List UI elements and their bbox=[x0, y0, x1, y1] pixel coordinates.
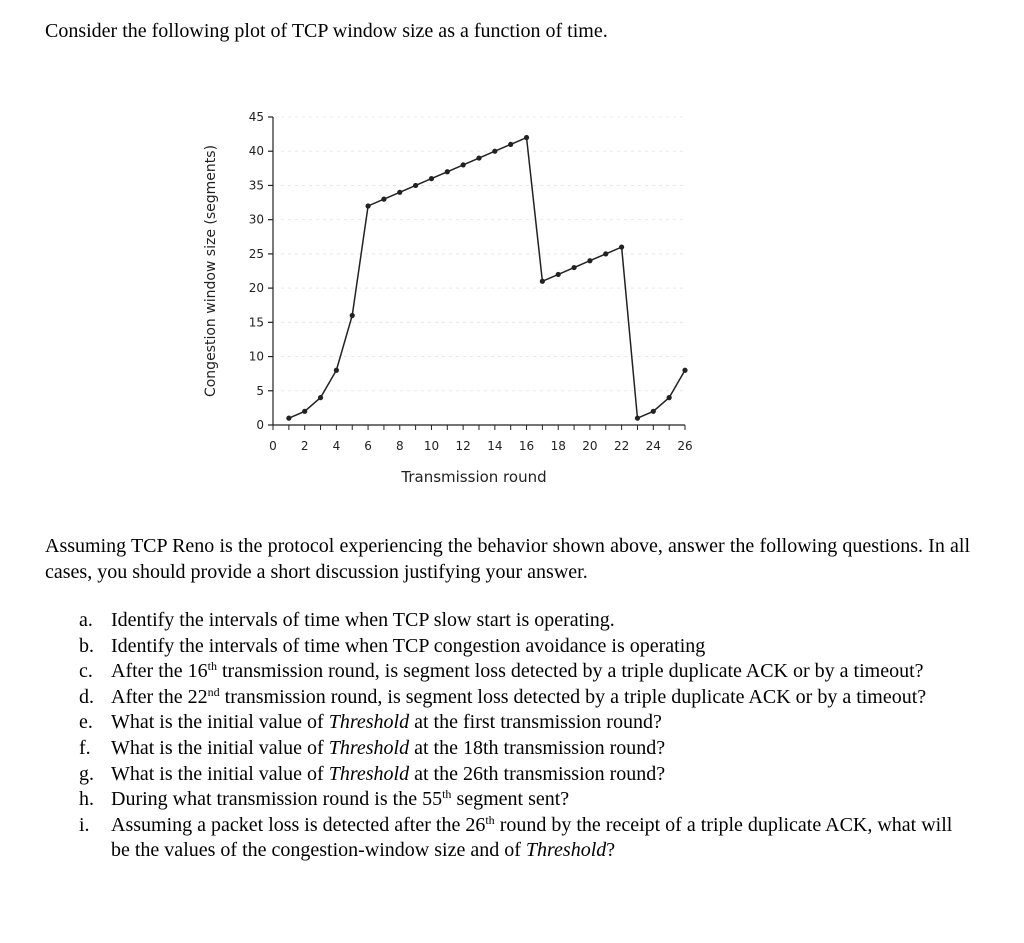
question-marker: h. bbox=[79, 788, 94, 811]
question-list bbox=[0, 608, 975, 864]
question-text: After the 22nd transmission round, is segment loss detected by a triple duplicate ACK or by a timeout? bbox=[111, 684, 927, 708]
x-tick-label: 6 bbox=[364, 439, 372, 453]
question-marker: b. bbox=[79, 634, 94, 657]
data-point bbox=[540, 279, 545, 284]
question-marker: g. bbox=[79, 762, 94, 785]
data-point bbox=[667, 395, 672, 400]
x-tick-label: 20 bbox=[582, 439, 598, 453]
data-point bbox=[651, 409, 656, 414]
question-i bbox=[0, 813, 975, 864]
question-g bbox=[0, 762, 975, 788]
question-text: What is the initial value of Threshold at the 26th transmission round? bbox=[111, 762, 666, 785]
question-h bbox=[0, 787, 975, 813]
data-point bbox=[397, 190, 402, 195]
question-marker: d. bbox=[79, 685, 94, 708]
y-tick-label: 35 bbox=[248, 178, 264, 193]
question-marker: f. bbox=[79, 736, 91, 759]
question-marker: e. bbox=[79, 711, 93, 734]
question-text: Identify the intervals of time when TCP congestion avoidance is operating bbox=[111, 634, 706, 657]
x-tick-label: 24 bbox=[645, 439, 661, 453]
data-point bbox=[603, 251, 608, 256]
question-marker: c. bbox=[79, 660, 93, 683]
question-c bbox=[0, 659, 975, 685]
data-point bbox=[302, 409, 307, 414]
question-marker: i. bbox=[79, 813, 90, 836]
data-point bbox=[334, 368, 339, 373]
data-point bbox=[556, 272, 561, 277]
data-point bbox=[635, 416, 640, 421]
x-tick-label: 8 bbox=[395, 439, 404, 453]
x-tick-label: 26 bbox=[677, 439, 693, 453]
data-point bbox=[508, 142, 513, 147]
data-point bbox=[445, 169, 450, 174]
x-tick-label: 18 bbox=[550, 439, 566, 453]
x-tick-label: 4 bbox=[332, 439, 341, 453]
tcp-window-chart bbox=[195, 95, 715, 495]
data-point bbox=[587, 258, 592, 263]
question-text: Identify the intervals of time when TCP slow start is operating. bbox=[111, 609, 615, 631]
instructions-paragraph: Assuming TCP Reno is the protocol experiencing the behavior shown above, answer the following questions. In all cases, you should provide a short discussion justifying your answer. bbox=[45, 535, 970, 583]
data-point bbox=[381, 197, 386, 202]
question-marker: a. bbox=[79, 609, 93, 631]
x-tick-label: 2 bbox=[300, 439, 309, 453]
question-a bbox=[0, 608, 975, 634]
question-b bbox=[0, 634, 975, 660]
x-tick-label: 14 bbox=[487, 439, 503, 453]
data-point bbox=[492, 149, 497, 154]
x-tick-label: 0 bbox=[269, 439, 277, 453]
y-tick-label: 25 bbox=[248, 246, 264, 261]
y-tick-label: 30 bbox=[248, 212, 264, 227]
x-tick-label: 22 bbox=[613, 439, 630, 453]
y-tick-label: 10 bbox=[248, 349, 264, 364]
x-tick-label: 10 bbox=[423, 439, 440, 453]
y-tick-label: 15 bbox=[248, 315, 264, 330]
y-tick-label: 5 bbox=[256, 383, 264, 398]
question-e bbox=[0, 710, 975, 736]
data-point bbox=[571, 265, 576, 270]
question-text: During what transmission round is the 55th segment sent? bbox=[111, 787, 570, 811]
x-axis-title: Transmission round bbox=[401, 468, 547, 486]
x-tick-label: 12 bbox=[455, 439, 471, 453]
data-point bbox=[524, 135, 529, 140]
data-point bbox=[318, 395, 323, 400]
data-point bbox=[365, 203, 370, 208]
chart-svg bbox=[195, 95, 715, 495]
y-tick-label: 0 bbox=[256, 418, 264, 432]
data-point bbox=[461, 162, 466, 167]
data-point bbox=[413, 183, 418, 188]
y-tick-label: 20 bbox=[248, 281, 264, 296]
y-tick-label: 45 bbox=[248, 110, 264, 124]
question-f bbox=[0, 736, 975, 762]
series-line bbox=[289, 138, 685, 419]
x-tick-label: 16 bbox=[518, 439, 535, 453]
data-point bbox=[682, 368, 687, 373]
data-point bbox=[286, 416, 291, 421]
data-point bbox=[476, 155, 481, 160]
intro-text: Consider the following plot of TCP window size as a function of time. bbox=[45, 20, 608, 42]
question-text: After the 16th transmission round, is segment loss detected by a triple duplicate ACK or by a timeout? bbox=[111, 659, 924, 683]
question-text: What is the initial value of Threshold at the first transmission round? bbox=[111, 711, 662, 734]
data-point bbox=[619, 244, 624, 249]
question-d bbox=[0, 685, 975, 711]
y-axis-title: Congestion window size (segments) bbox=[203, 144, 219, 398]
data-point bbox=[350, 313, 355, 318]
question-text: What is the initial value of Threshold at the 18th transmission round? bbox=[111, 736, 666, 759]
y-tick-label: 40 bbox=[248, 144, 264, 159]
data-point bbox=[429, 176, 434, 181]
question-text: Assuming a packet loss is detected after the 26th round by the receipt of a triple duplicate ACK, what will be the values of the congestion-window size and of Threshold? bbox=[111, 812, 953, 862]
